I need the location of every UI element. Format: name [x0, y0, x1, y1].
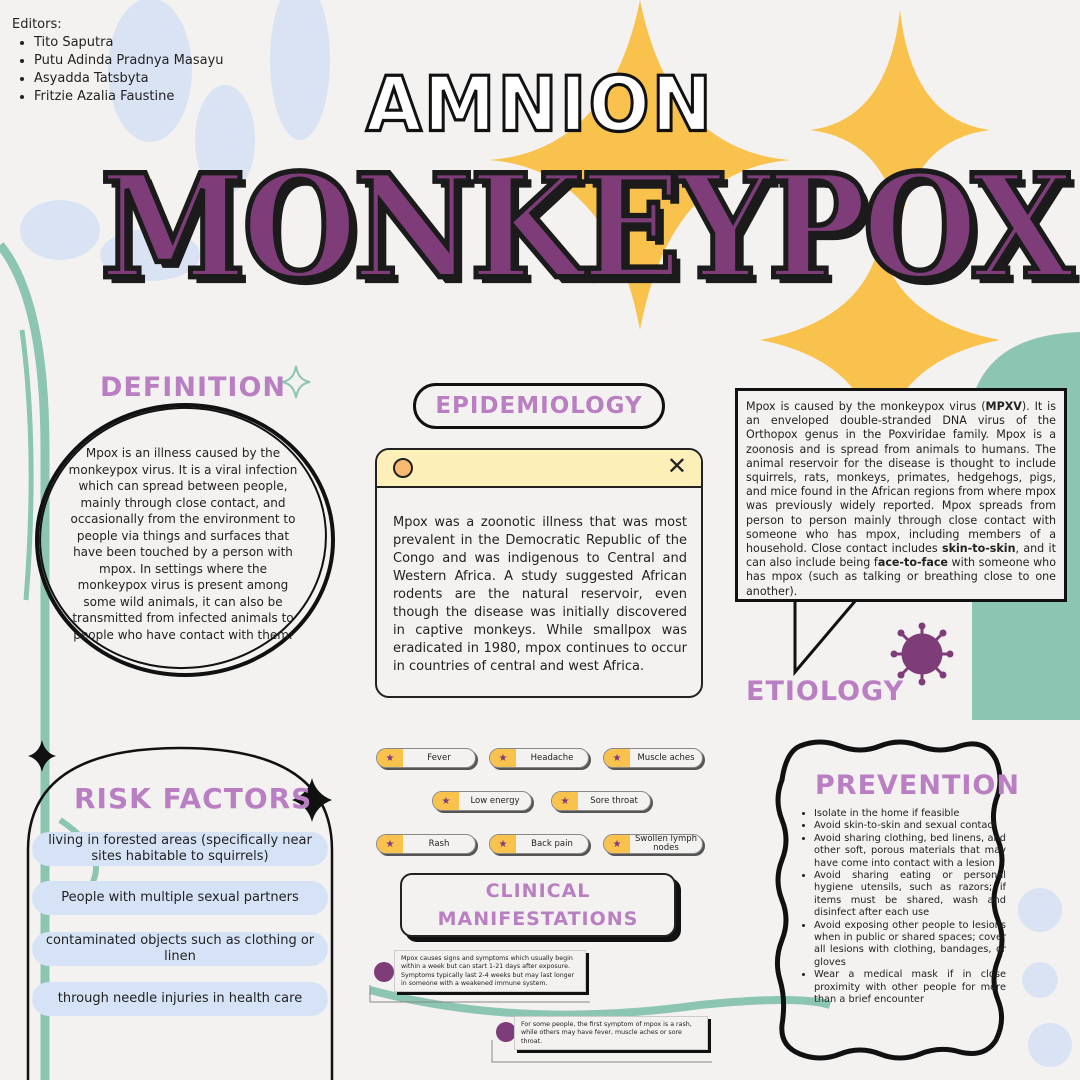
- star-icon: ★: [604, 749, 630, 767]
- symptom-label: Fever: [427, 752, 451, 763]
- definition-text: Mpox is an illness caused by the monkeypox virus. It is a viral infection which can spread between people, mainly through close contact, and occasionally from the environment to people via things and surfaces that have been touched by a person with mpox. In settings where the monkeypox virus is present among some wild animals, it can also be transmitted from infected animals to people who have contact with them.: [68, 446, 298, 642]
- symptom-chip: [603, 748, 703, 768]
- clinical-note: Mpox causes signs and symptoms which usually begin within a week but can start 1-21 days after exposure. Symptoms typically last 2-4 weeks but may last longer in someone with a weakened immune system.: [394, 950, 586, 992]
- prevention-heading: PREVENTION: [815, 770, 1020, 801]
- etiology-heading: ETIOLOGY: [746, 676, 905, 707]
- clinical-heading-box: [400, 873, 676, 937]
- blue-blob: [1022, 962, 1058, 998]
- blue-blob: [20, 200, 100, 260]
- prevention-item: • Avoid skin-to-skin and sexual contact: [814, 820, 1006, 832]
- note-dot-icon: [374, 962, 394, 982]
- symptom-label: Sore throat: [590, 795, 638, 806]
- blue-blob: [1018, 888, 1062, 932]
- symptom-label: Muscle aches: [637, 752, 695, 763]
- editor-name: • Fritzie Azalia Faustine: [34, 88, 224, 106]
- star-icon: ★: [377, 749, 403, 767]
- editor-name: • Asyadda Tatsbyta: [34, 70, 224, 88]
- clinical-note: For some people, the first symptom of mpox is a rash, while others may have fever, muscle aches or sore throat.: [514, 1016, 708, 1050]
- note-dot-icon: [496, 1022, 516, 1042]
- risk-factors-heading: RISK FACTORS: [74, 782, 313, 815]
- symptom-chip: [432, 791, 532, 811]
- etiology-text: with someone who has mpox (such as talking or breathing close to one another).: [746, 556, 1056, 598]
- prevention-item: • Avoid sharing clothing, bed linens, and other soft, porous materials that may have come into contact with a lesion: [814, 833, 1006, 870]
- risk-factor-item: contaminated objects such as clothing or linen: [32, 932, 328, 966]
- prevention-item: • Wear a medical mask if in close proximity with other people for more than a brief encounter: [814, 969, 1006, 1006]
- speech-tail: [795, 599, 856, 672]
- symptom-label: Swollen lymph nodes: [634, 834, 698, 853]
- symptom-label: Headache: [530, 752, 574, 763]
- window-dot-icon: [393, 458, 413, 478]
- definition-heading: DEFINITION: [100, 372, 287, 403]
- symptom-chip: [489, 748, 589, 768]
- symptom-chip: [376, 748, 476, 768]
- symptom-label: Low energy: [470, 795, 520, 806]
- etiology-bold: ace-to-face: [877, 556, 948, 570]
- prevention-item: • Avoid sharing eating or personal hygiene utensils, such as razors; if items must be shared, wash and disinfect after each use: [814, 870, 1006, 920]
- star-icon: ★: [490, 749, 516, 767]
- symptom-chip: [551, 791, 651, 811]
- blue-blob: [1028, 1023, 1072, 1067]
- teal-curve: [22, 330, 31, 600]
- etiology-text: Mpox is caused by the monkeypox virus (: [746, 400, 986, 413]
- title-monkeypox: MONKEYPOX: [100, 143, 1070, 312]
- prevention-list: [802, 808, 1006, 1007]
- editor-name: • Tito Saputra: [34, 34, 224, 52]
- sparkle-icon: [282, 366, 310, 398]
- risk-factor-item: People with multiple sexual partners: [32, 881, 328, 915]
- clinical-heading-line1: CLINICAL: [485, 880, 591, 902]
- star-icon: ★: [552, 792, 578, 810]
- epidemiology-window: [375, 448, 703, 698]
- editors-list: [12, 34, 224, 106]
- symptom-label: Back pain: [531, 838, 573, 849]
- symptom-label: Rash: [428, 838, 450, 849]
- risk-factor-item: through needle injuries in health care: [32, 982, 328, 1016]
- editors-block: [12, 16, 224, 106]
- window-titlebar: [377, 450, 701, 488]
- star-icon: ★: [490, 835, 516, 853]
- title-amnion: AMNION: [366, 59, 714, 149]
- symptom-chip: [489, 834, 589, 854]
- epidemiology-heading: EPIDEMIOLOGY: [435, 393, 643, 419]
- clinical-heading: [438, 877, 639, 933]
- editors-label: Editors:: [12, 17, 62, 32]
- etiology-bold: MPXV: [985, 400, 1022, 413]
- editor-name: • Putu Adinda Pradnya Masayu: [34, 52, 224, 70]
- symptom-chip: [603, 834, 703, 854]
- star-icon: ★: [377, 835, 403, 853]
- etiology-text: ). It is an enveloped double-stranded DNA virus of the Orthopox genus in the Poxviridae family. Mpox is a zoonosis and is spread from animals to humans. The animal reservoir for the disease is thought to include squirrels, rats, monkeys, primates, hedgehogs, pigs, and mice found in the African regions from where mpox was previously widely reported. Mpox spreads from person to person mainly through close contact with someone who has mpox, including members of a household. Close contact includes: [746, 400, 1056, 556]
- etiology-text: , and it can also include being f: [746, 542, 1056, 570]
- epidemiology-text: Mpox was a zoonotic illness that was most prevalent in the Democratic Republic of the Congo and was indigenous to Central and Western Africa. A study suggested African rodents are the natural reservoir, even though the disease was initially discovered in captive monkeys. While smallpox was eradicated in 1980, mpox continues to occur in countries of central and west Africa.: [393, 515, 687, 674]
- star-icon: ★: [433, 792, 459, 810]
- prevention-item: • Avoid exposing other people to lesions when in public or shared spaces; cover all lesions with clothing, bandages, or gloves: [814, 920, 1006, 970]
- etiology-bold: skin-to-skin: [941, 542, 1016, 556]
- etiology-bubble: [735, 388, 1067, 602]
- clinical-heading-line2: MANIFESTATIONS: [437, 908, 639, 930]
- symptom-chip: [376, 834, 476, 854]
- star-icon: ★: [604, 835, 630, 853]
- risk-factor-item: living in forested areas (specifically near sites habitable to squirrels): [32, 832, 328, 866]
- prevention-item: • Isolate in the home if feasible: [814, 808, 1006, 820]
- epidemiology-heading-pill: [413, 383, 665, 429]
- sparkle-icon: [28, 740, 56, 772]
- close-icon[interactable]: ✕: [666, 452, 687, 480]
